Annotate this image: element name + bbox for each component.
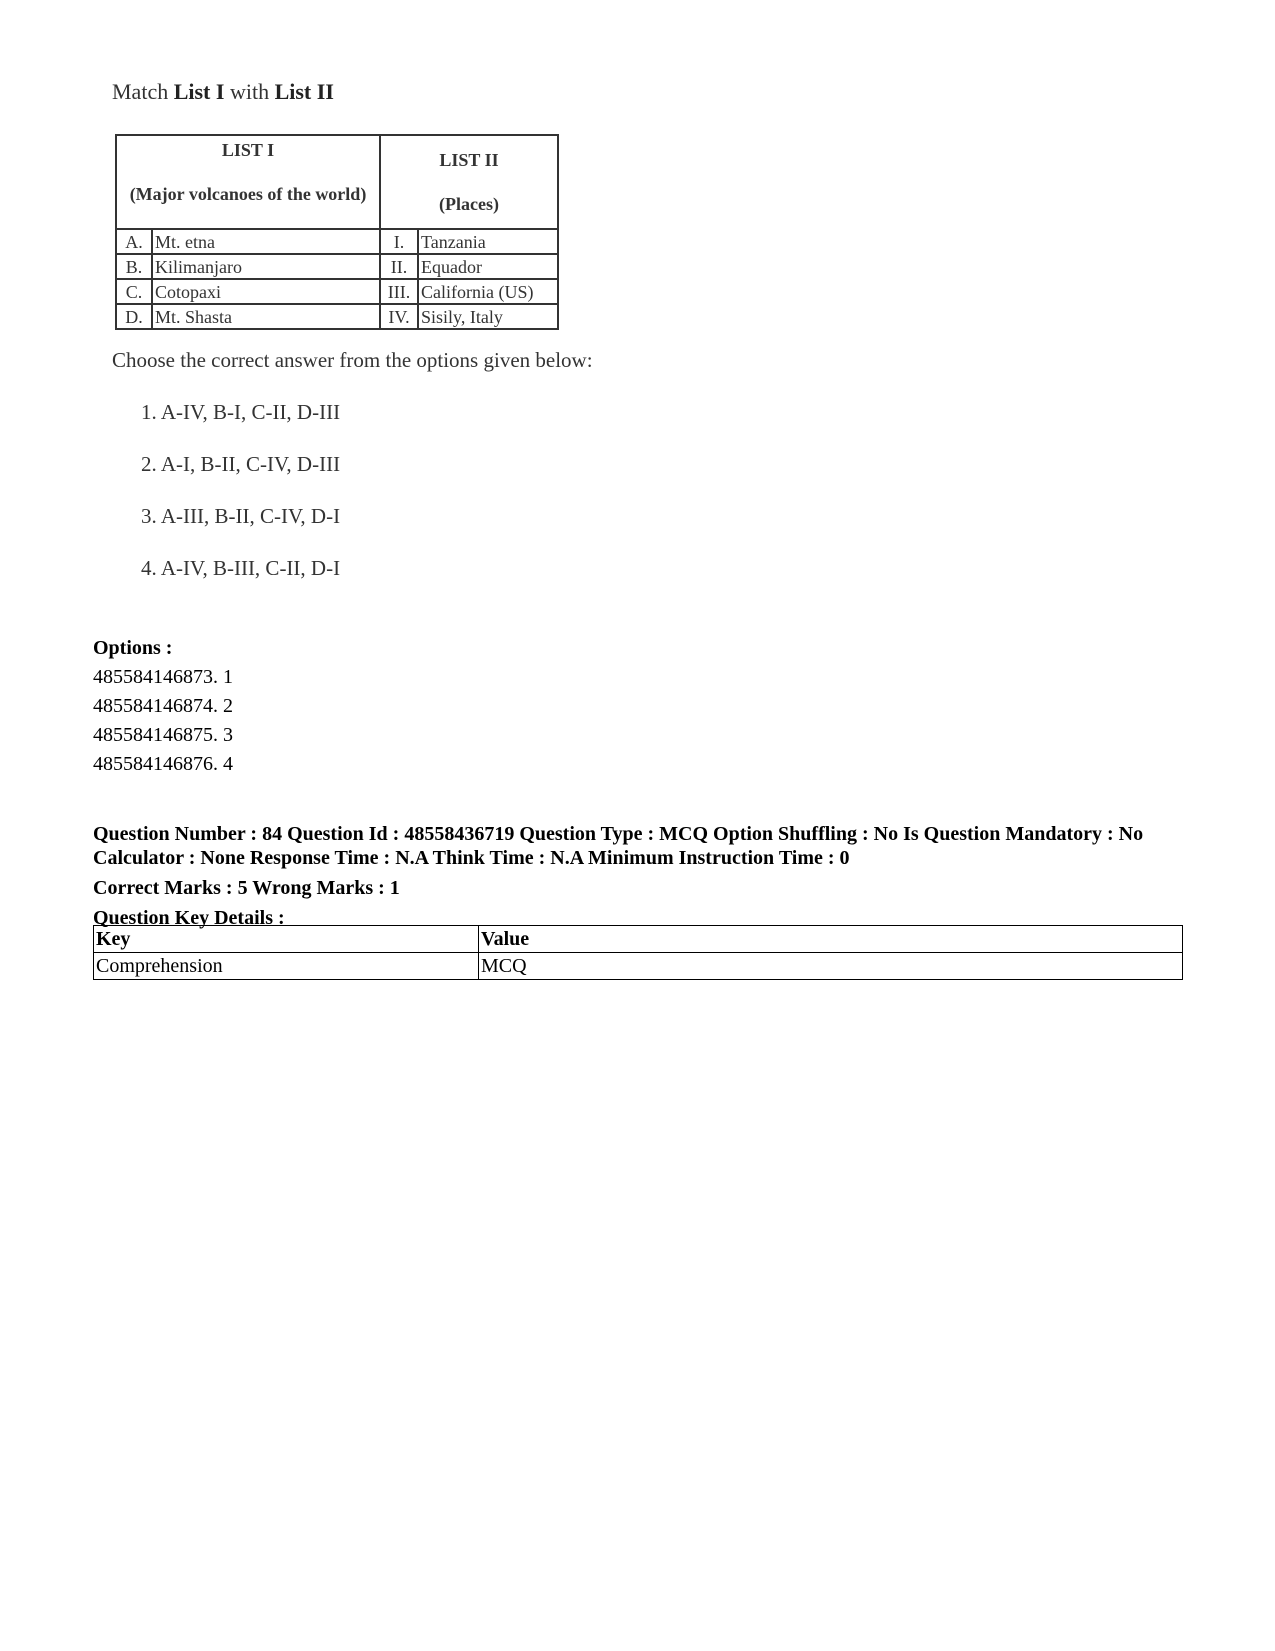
list1-value: Cotopaxi: [152, 279, 380, 304]
list2-value: California (US): [418, 279, 558, 304]
match-header-row: [116, 135, 558, 229]
list2-title: LIST II: [439, 150, 499, 170]
value-cell: MCQ: [479, 953, 1183, 980]
match-row: [116, 304, 558, 329]
list1-value: Mt. Shasta: [152, 304, 380, 329]
option-item: 485584146876. 4: [93, 753, 233, 775]
intro-text-2: with: [224, 79, 275, 104]
list1-header: [116, 135, 380, 229]
question-image: [112, 74, 672, 580]
intro-text-1: Match: [112, 79, 174, 104]
list1-key: A.: [116, 229, 152, 254]
match-table: [115, 134, 559, 330]
option-item: 485584146874. 2: [93, 695, 233, 717]
options-block: [93, 634, 233, 779]
list2-value: Tanzania: [418, 229, 558, 254]
marks-line: Correct Marks : 5 Wrong Marks : 1: [93, 877, 400, 899]
list1-value: Kilimanjaro: [152, 254, 380, 279]
list1-value: Mt. etna: [152, 229, 380, 254]
list2-header: [380, 135, 558, 229]
list2-value: Sisily, Italy: [418, 304, 558, 329]
question-intro: [112, 74, 672, 110]
answer-choice: 2. A-I, B-II, C-IV, D-III: [141, 452, 341, 476]
list1-key: C.: [116, 279, 152, 304]
question-meta: [93, 822, 1183, 930]
options-label: Options :: [93, 637, 173, 659]
choose-instruction: Choose the correct answer from the options given below:: [112, 348, 593, 372]
answer-choice: 1. A-IV, B-I, C-II, D-III: [141, 400, 341, 424]
list1-key: B.: [116, 254, 152, 279]
key-cell: Comprehension: [94, 953, 479, 980]
list2-key: IV.: [380, 304, 418, 329]
key-details-label: Question Key Details :: [93, 907, 285, 929]
key-column-header: Key: [94, 926, 479, 953]
intro-list1: List I: [173, 79, 225, 104]
list2-subtitle: (Places): [439, 194, 499, 214]
match-row: [116, 254, 558, 279]
list2-key: II.: [380, 254, 418, 279]
answer-choice: 3. A-III, B-II, C-IV, D-I: [141, 504, 341, 528]
list2-key: I.: [380, 229, 418, 254]
list2-value: Equador: [418, 254, 558, 279]
list1-subtitle: (Major volcanoes of the world): [129, 184, 367, 204]
table-row: [94, 953, 1183, 980]
list1-title: LIST I: [221, 140, 275, 160]
list2-key: III.: [380, 279, 418, 304]
value-column-header: Value: [479, 926, 1183, 953]
answer-choices: [141, 399, 340, 607]
list1-key: D.: [116, 304, 152, 329]
intro-list2: List II: [274, 79, 334, 104]
answer-choice: 4. A-IV, B-III, C-II, D-I: [141, 556, 341, 580]
key-details-table: [93, 925, 1183, 980]
question-meta-line: Question Number : 84 Question Id : 48558436719 Question Type : MCQ Option Shuffling : No Is Question Mandatory : No Calculator : None Response Time : N.A Think Time : N.A Minimum Instruction Time : 0: [93, 823, 1144, 869]
option-item: 485584146873. 1: [93, 666, 233, 688]
match-row: [116, 229, 558, 254]
option-item: 485584146875. 3: [93, 724, 233, 746]
match-row: [116, 279, 558, 304]
key-table-header: [94, 926, 1183, 953]
